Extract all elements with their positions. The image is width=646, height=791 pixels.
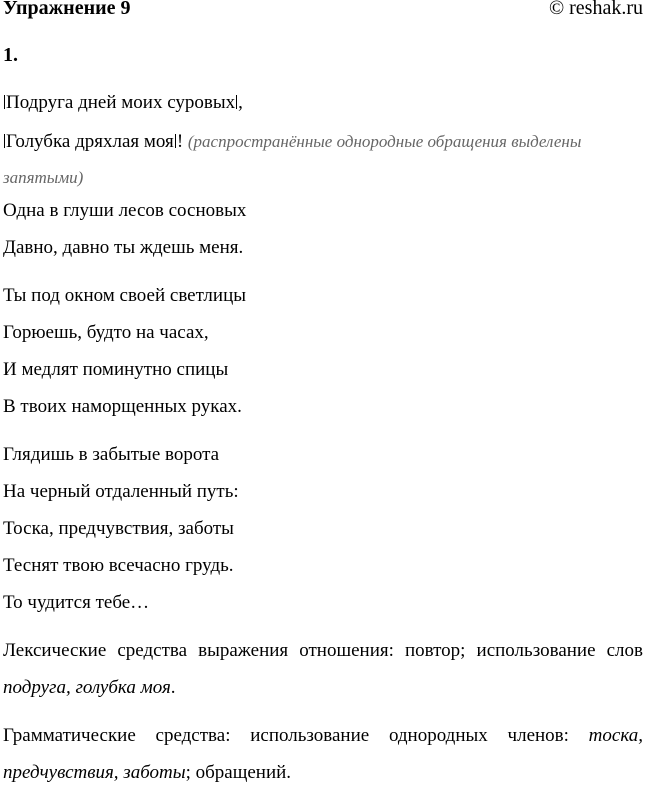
lexical-analysis xyxy=(3,632,643,706)
annotation-note: (распространённые однородные обращения выделены xyxy=(187,132,582,151)
analysis-text: Грамматические средства: использование однородных членов: xyxy=(3,725,589,746)
poem-line: И медлят поминутно спицы xyxy=(3,359,229,380)
poem-line: На черный отдаленный путь: xyxy=(3,481,239,502)
poem-line: Давно, давно ты ждешь меня. xyxy=(3,237,244,258)
exercise-title: Упражнение 9 xyxy=(3,0,131,19)
address-text: Голубка дряхлая моя xyxy=(6,131,174,152)
poem-line: Горюешь, будто на часах, xyxy=(3,322,209,343)
grammatical-analysis xyxy=(3,717,643,791)
poem-line: Теснят твою всечасно грудь. xyxy=(3,555,234,576)
address-bracket-icon xyxy=(236,95,237,109)
poem-line: Одна в глуши лесов сосновых xyxy=(3,200,247,221)
page-header xyxy=(0,0,646,24)
poem-line: То чудится тебе… xyxy=(3,592,150,613)
address-line-1 xyxy=(3,92,243,114)
poem-line: Глядишь в забытые ворота xyxy=(3,444,220,465)
annotation-note-continued: запятыми) xyxy=(3,168,84,187)
analysis-italic: тоска, предчувствия, заботы xyxy=(3,725,643,783)
punctuation: , xyxy=(238,92,243,113)
copyright-label: © reshak.ru xyxy=(548,0,643,19)
poem-line: Тоска, предчувствия, заботы xyxy=(3,518,234,539)
analysis-italic: подруга, голубка моя xyxy=(3,677,171,698)
address-text: Подруга дней моих суровых xyxy=(6,92,236,113)
address-bracket-icon xyxy=(175,134,176,148)
analysis-end: ; обращений. xyxy=(185,762,292,783)
address-bracket-icon xyxy=(4,134,5,148)
punctuation: ! xyxy=(176,131,184,152)
address-bracket-icon xyxy=(4,95,5,109)
poem-line: Ты под окном своей светлицы xyxy=(3,285,247,306)
address-line-2 xyxy=(3,131,581,153)
poem-line: В твоих наморщенных руках. xyxy=(3,396,242,417)
analysis-end: . xyxy=(170,677,176,698)
analysis-text: Лексические средства выражения отношения: повтор; использование слов xyxy=(3,640,643,661)
item-number: 1. xyxy=(3,44,18,66)
